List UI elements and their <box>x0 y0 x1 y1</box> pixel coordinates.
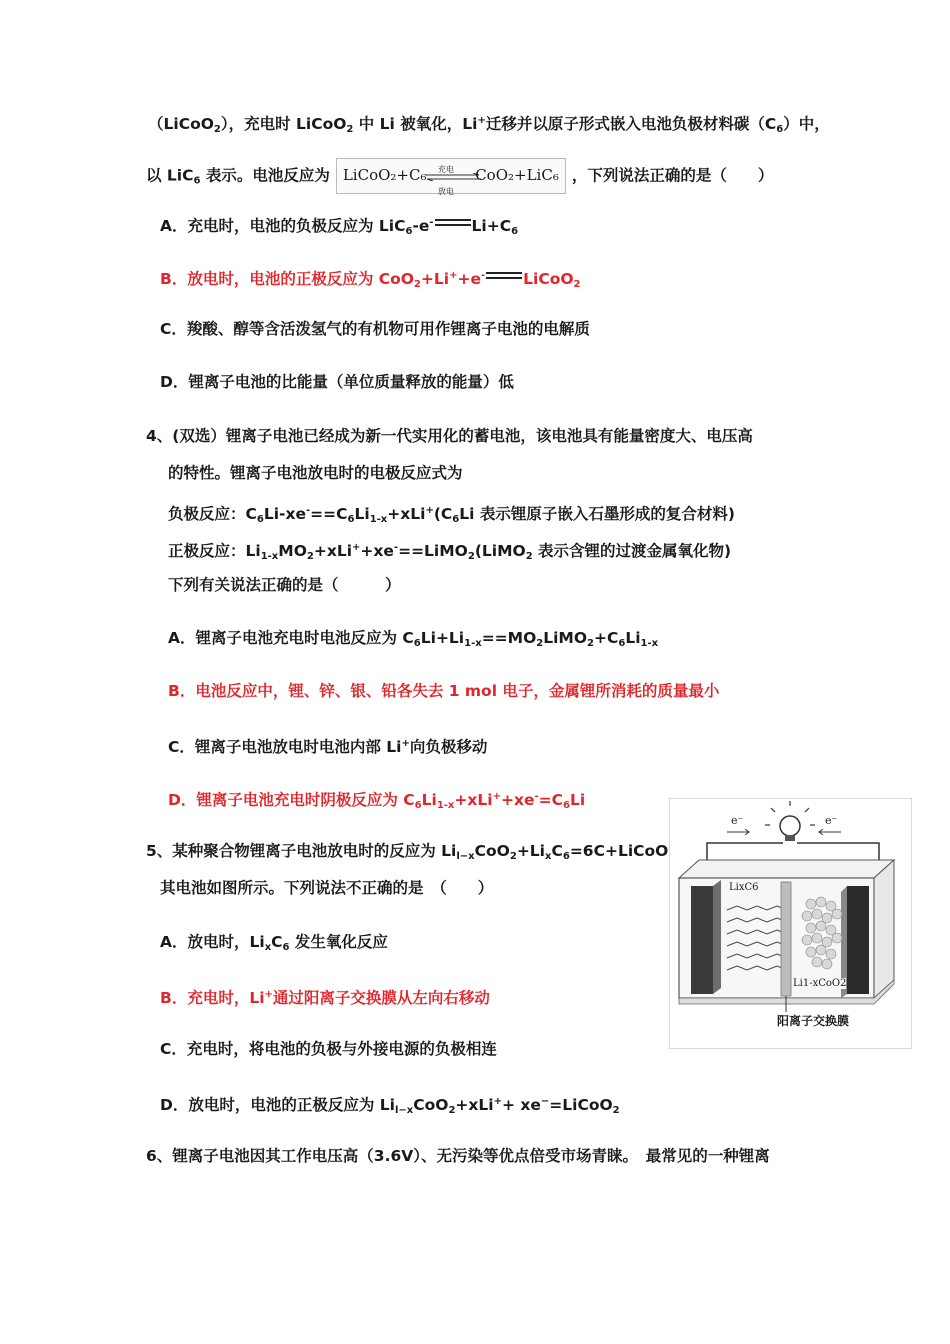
q5-stem-line-1: 5、某种聚合物锂离子电池放电时的反应为 $Li_{l-x}CoO_2+Li_xC_6=6C+LiCoO$ <box>146 842 669 862</box>
equals-sign-icon <box>486 270 522 284</box>
q3-stem-line-1: （LiCoO$_2$），充电时 LiCoO$_2$ 中 Li 被氧化，Li+迁移并以原子形式嵌入电池负极材料碳$(C_6)$中， <box>148 115 830 136</box>
electron-label-left: e⁻ <box>731 814 744 827</box>
q3-option-b: B．放电时，电池的正极反应为 CoO$_2$+Li++e- LiCoO$_2$ <box>160 270 581 291</box>
q5-stem-line-2: 其电池如图所示。下列说法不正确的是 （ ） <box>160 879 494 897</box>
equals-sign-icon <box>435 217 471 231</box>
q5-option-d: D．放电时，电池的正极反应为 $Li_{l-x}CoO_2+xLi^++$ xe−=LiCoO$_2$ <box>160 1096 620 1117</box>
q5-option-a: A．放电时，$Li_xC_6$ 发生氧化反应 <box>160 933 388 953</box>
q3-option-c: C．羧酸、醇等含活泼氢气的有机物可用作锂离子电池的电解质 <box>160 320 590 338</box>
q4-option-b: B．电池反应中，锂、锌、银、铅各失去 1 mol 电子，金属锂所消耗的质量最小 <box>168 682 720 700</box>
equilibrium-arrow-icon <box>425 173 481 181</box>
electron-label-right: e⁻ <box>825 814 838 827</box>
q5-option-c: C．充电时，将电池的负极与外接电源的负极相连 <box>160 1040 497 1058</box>
q4-option-d: D．锂离子电池充电时阴极反应为 $C_6Li_{1-x}+xLi^++xe^-=C_6Li$ <box>168 791 586 812</box>
q4-option-a: A．锂离子电池充电时电池反应为 $C_6Li+Li_{1-x}==MO_2LiMO_2+C_6Li_{1-x}$ <box>168 629 659 649</box>
q4-option-c: C．锂离子电池放电时电池内部 Li+向负极移动 <box>168 738 488 757</box>
lixc6-label: LixC6 <box>729 882 759 893</box>
q3-option-a: A．充电时，电池的负极反应为 LiC$_6$-e- $Li+C_6$ <box>160 217 519 238</box>
reaction-equation-image: LiCoO₂+C₆ 充电 放电 CoO₂+LiC₆ <box>336 158 566 194</box>
li1-xcoo2-label: Li1-xCoO2 <box>793 978 847 989</box>
q6-stem-line-1: 6、锂离子电池因其工作电压高（3.6V）、无污染等优点倍受市场青睐。 最常见的一种锂离 <box>146 1147 770 1165</box>
q4-positive-reaction: 正极反应：$Li_{1-x}MO_2+xLi^++xe^-==LiMO_2(LiMO_2$ 表示含锂的过渡金属氧化物) <box>168 542 732 563</box>
q3-stem-line-2: 以 LiC$_6$ 表示。电池反应为 LiCoO₂+C₆ 充电 放电 CoO₂+LiC₆ ，下列说法正确的是（ ） <box>146 158 773 194</box>
battery-diagram <box>669 798 912 1049</box>
q4-negative-reaction: 负极反应：$C_6Li-xe^-==C_6Li_{1-x}+xLi^+(C_6Li$ 表示锂原子嵌入石墨形成的复合材料) <box>168 505 735 526</box>
q5-option-b: B．充电时，Li+通过阳离子交换膜从左向右移动 <box>160 989 490 1008</box>
q4-stem-line-5: 下列有关说法正确的是（ ） <box>168 576 401 594</box>
q3-option-d: D．锂离子电池的比能量（单位质量释放的能量）低 <box>160 373 514 391</box>
q4-stem-line-1: 4、(双选）锂离子电池已经成为新一代实用化的蓄电池，该电池具有能量密度大、电压高 <box>146 427 753 445</box>
q4-stem-line-2: 的特性。锂离子电池放电时的电极反应式为 <box>168 464 463 482</box>
membrane-label: 阳离子交换膜 <box>777 1014 850 1028</box>
